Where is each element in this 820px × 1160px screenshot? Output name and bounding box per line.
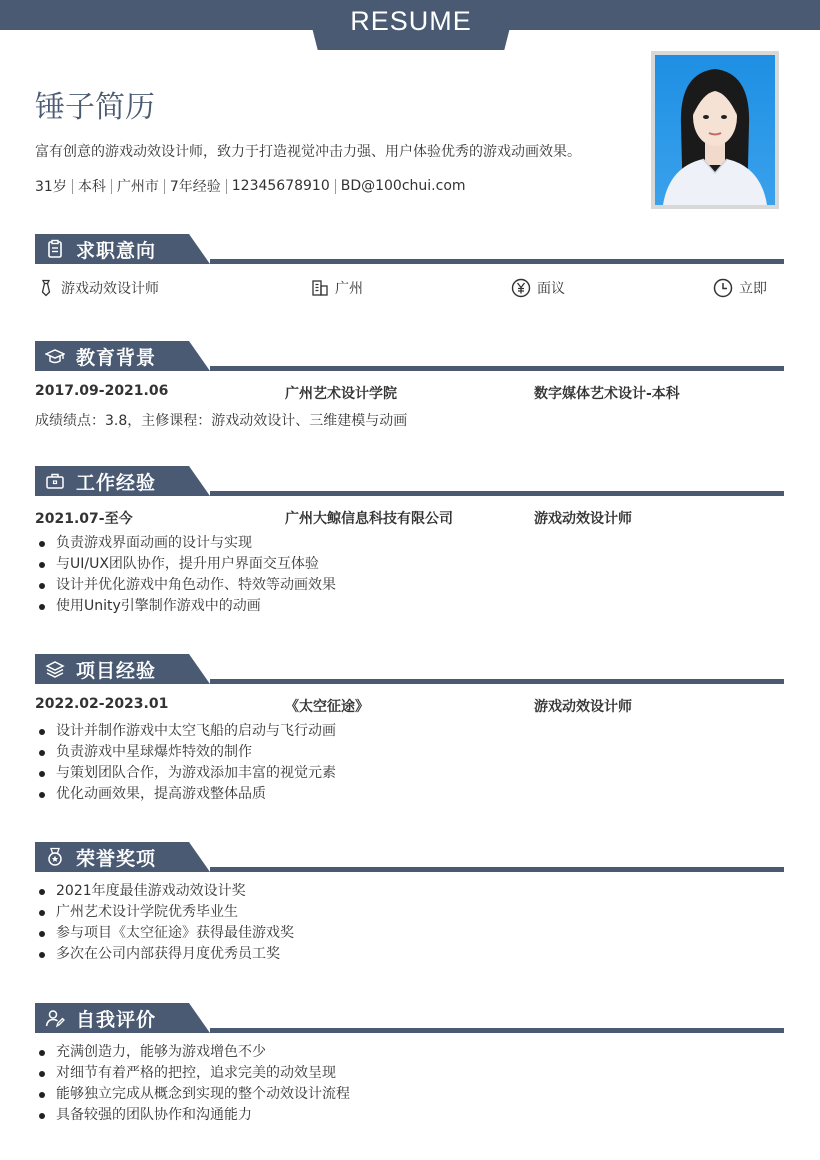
- graduation-cap-icon: [45, 346, 65, 366]
- list-item: 设计并优化游戏中角色动作、特效等动画效果: [35, 575, 336, 596]
- tie-icon: [37, 279, 55, 297]
- clock-icon: [713, 278, 733, 298]
- user-evaluation-icon: [45, 1008, 65, 1028]
- section-header-work: [35, 466, 784, 496]
- education-date: 2017.09-2021.06: [35, 383, 169, 399]
- section-line: [210, 366, 784, 371]
- project-duties-list: [35, 721, 336, 805]
- education-school: 广州艺术设计学院: [285, 386, 397, 402]
- list-item: 2021年度最佳游戏动效设计奖: [35, 881, 294, 902]
- list-item: 充满创造力，能够为游戏增色不少: [35, 1042, 350, 1063]
- portrait-illustration: [655, 55, 775, 205]
- intent-salary: [511, 278, 565, 298]
- section-title: 求职意向: [76, 240, 157, 262]
- photo-frame: [651, 51, 779, 209]
- intent-position-value: 游戏动效设计师: [61, 281, 159, 297]
- candidate-tagline: 富有创意的游戏动效设计师，致力于打造视觉冲击力强、用户体验优秀的游戏动画效果。: [35, 144, 581, 160]
- info-email: BD@100chui.com: [340, 178, 466, 194]
- section-header-education: [35, 341, 784, 371]
- divider: [335, 179, 336, 194]
- section-title: 自我评价: [76, 1009, 157, 1031]
- basic-info-row: [35, 176, 466, 196]
- section-title: 工作经验: [76, 472, 157, 494]
- education-detail: 成绩绩点：3.8，主修课程：游戏动效设计、三维建模与动画: [35, 413, 408, 429]
- candidate-name: 锤子简历: [35, 90, 155, 125]
- self-eval-list: [35, 1042, 350, 1126]
- profile-photo: [655, 55, 775, 205]
- info-experience: 7年经验: [169, 179, 221, 195]
- work-duties-list: [35, 533, 336, 617]
- section-line: [210, 491, 784, 496]
- info-city: 广州市: [116, 179, 159, 195]
- work-role: 游戏动效设计师: [534, 511, 632, 527]
- divider: [164, 179, 165, 194]
- divider: [226, 179, 227, 194]
- intent-availability: [713, 278, 767, 298]
- building-icon: [311, 279, 329, 297]
- list-item: 能够独立完成从概念到实现的整个动效设计流程: [35, 1084, 350, 1105]
- yen-icon: [511, 278, 531, 298]
- section-header-intent: [35, 234, 784, 264]
- clipboard-icon: [45, 239, 65, 259]
- project-role: 游戏动效设计师: [534, 699, 632, 715]
- list-item: 优化动画效果，提高游戏整体品质: [35, 784, 336, 805]
- award-medal-icon: [45, 847, 65, 867]
- section-header-self-eval: [35, 1003, 784, 1033]
- list-item: 多次在公司内部获得月度优秀员工奖: [35, 944, 294, 965]
- section-line: [210, 867, 784, 872]
- section-header-project: [35, 654, 784, 684]
- intent-city: [311, 278, 363, 298]
- education-major: 数字媒体艺术设计-本科: [534, 386, 680, 402]
- list-item: 与策划团队合作，为游戏添加丰富的视觉元素: [35, 763, 336, 784]
- divider: [72, 179, 73, 194]
- list-item: 使用Unity引擎制作游戏中的动画: [35, 596, 336, 617]
- work-date: 2021.07-至今: [35, 511, 133, 527]
- resume-label: RESUME: [350, 6, 472, 36]
- list-item: 负责游戏中星球爆炸特效的制作: [35, 742, 336, 763]
- intent-city-value: 广州: [335, 281, 363, 297]
- list-item: 广州艺术设计学院优秀毕业生: [35, 902, 294, 923]
- info-phone: 12345678910: [231, 178, 330, 194]
- list-item: 设计并制作游戏中太空飞船的启动与飞行动画: [35, 721, 336, 742]
- section-line: [210, 1028, 784, 1033]
- section-title: 教育背景: [76, 347, 157, 369]
- honors-list: [35, 881, 294, 965]
- section-header-honors: [35, 842, 784, 872]
- list-item: 具备较强的团队协作和沟通能力: [35, 1105, 350, 1126]
- section-line: [210, 259, 784, 264]
- section-title: 荣誉奖项: [76, 848, 157, 870]
- layers-icon: [45, 659, 65, 679]
- briefcase-icon: [45, 471, 65, 491]
- list-item: 参与项目《太空征途》获得最佳游戏奖: [35, 923, 294, 944]
- info-degree: 本科: [77, 179, 106, 195]
- section-title: 项目经验: [76, 660, 157, 682]
- list-item: 对细节有着严格的把控，追求完美的动效呈现: [35, 1063, 350, 1084]
- info-age: 31岁: [35, 179, 67, 195]
- work-company: 广州大鲸信息科技有限公司: [285, 511, 453, 527]
- intent-availability-value: 立即: [739, 281, 767, 297]
- section-line: [210, 679, 784, 684]
- project-date: 2022.02-2023.01: [35, 696, 169, 712]
- list-item: 与UI/UX团队协作，提升用户界面交互体验: [35, 554, 336, 575]
- divider: [111, 179, 112, 194]
- intent-position: [37, 278, 159, 298]
- list-item: 负责游戏界面动画的设计与实现: [35, 533, 336, 554]
- project-name: 《太空征途》: [285, 699, 369, 715]
- intent-salary-value: 面议: [537, 281, 565, 297]
